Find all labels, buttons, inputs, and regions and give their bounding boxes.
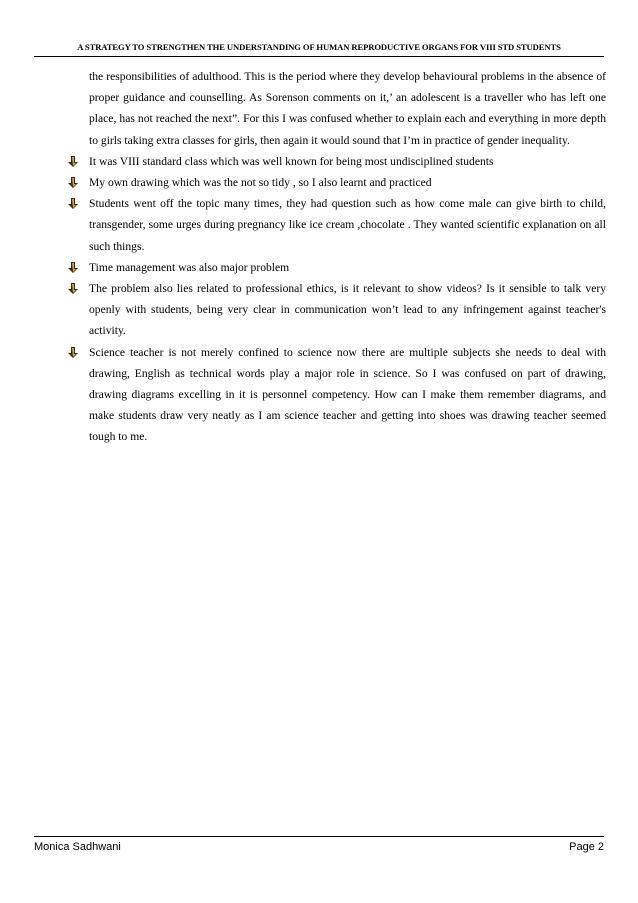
- page-number: Page 2: [569, 841, 604, 853]
- arrow-bullet-icon: [67, 262, 79, 273]
- bullet-text: The problem also lies related to professional ethics, is it relevant to show videos? Is it sensible to talk very openly with students, being very clear in communication won’t lead to any infringement against teacher's activity.: [89, 282, 606, 338]
- bullet-item: [89, 172, 606, 193]
- bullet-text: Students went off the topic many times, they had question such as how come male can give birth to child, transgender, some urges during pregnancy like ice cream ,chocolate . They wanted scientific explanation on all such things.: [89, 197, 606, 253]
- arrow-bullet-icon: [67, 347, 79, 358]
- bullet-item: [89, 193, 606, 257]
- intro-paragraph: the responsibilities of adulthood. This is the period where they develop behavioural problems in the absence of proper guidance and counselling. As Sorenson comments on it,’ an adolescent is a traveller who has left one place, has not reached the next”. For this I was confused whether to explain each and everything in more depth to girls taking extra classes for girls, then again it would sound that I’m in practice of gender inequality.: [89, 70, 606, 147]
- bullet-text: Science teacher is not merely confined to science now there are multiple subjects she needs to deal with drawing, English as technical words play a major role in science. So I was confused on part of drawing, drawing diagrams excelling in it is personnel competency. How can I make them remember diagrams, and make students draw very neatly as I am science teacher and getting into shoes was drawing teacher seemed tough to me.: [89, 345, 606, 444]
- bullet-text: It was VIII standard class which was well known for being most undisciplined students: [89, 154, 494, 168]
- footer-rule: [34, 836, 604, 837]
- page-body: [89, 66, 606, 448]
- footer-author: Monica Sadhwani: [34, 841, 121, 853]
- arrow-bullet-icon: [67, 177, 79, 188]
- bullet-item: [89, 278, 606, 342]
- bullet-list: [89, 151, 606, 448]
- arrow-bullet-icon: [67, 156, 79, 167]
- bullet-text: My own drawing which was the not so tidy , so I also learnt and practiced: [89, 176, 432, 190]
- arrow-bullet-icon: [67, 283, 79, 294]
- running-header: A STRATEGY TO STRENGTHEN THE UNDERSTANDING OF HUMAN REPRODUCTIVE ORGANS FOR VIII STD STUDENTS: [77, 42, 561, 52]
- bullet-item: [89, 151, 606, 172]
- bullet-item: [89, 342, 606, 448]
- arrow-bullet-icon: [67, 198, 79, 209]
- header-rule: [34, 56, 604, 57]
- bullet-text: Time management was also major problem: [89, 260, 290, 274]
- bullet-item: [89, 257, 606, 278]
